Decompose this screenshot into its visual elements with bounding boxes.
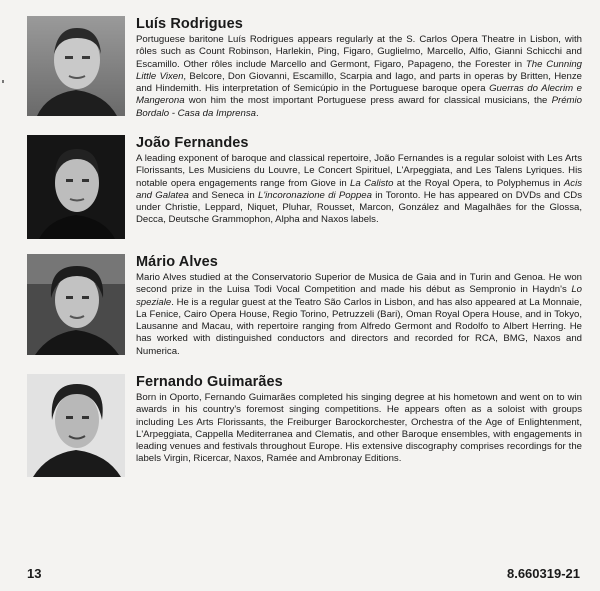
italic-title: Guerras do Alecrim e Mangerona [136,83,582,107]
portrait-photo-icon [27,254,125,355]
text-run: Born in Oporto, Fernando Guimarães completed his singing degree at his hometown and went on to win awards in his country's foremost singing competitions. He appears often as a soloist with groups including Les Arts Florissants, the Freiburger Barockorchester, Orchestra of the Age of Enlightenment, L'Arpeggiata, Cappella Mediterranea and Clematis, and other Baroque ensembles, with engagements in leading venues and festivals throughout Europe. His extensive discography comprises recordings for the labels Virgin, Ricercar, Naxos, Ramée and Ambronay Editions. [136,392,582,465]
text-run: and Seneca in [188,189,258,201]
bio-text [136,135,582,227]
bio-text [136,374,582,466]
portrait-photo-icon [27,16,125,116]
bio-text [136,254,582,358]
bio-paragraph [136,272,582,358]
italic-title: Acis and Galatea [136,177,583,201]
bio-paragraph [136,392,582,466]
text-run: Mario Alves studied at the Conservatorio Superior de Musica de Gaia and in Turin and Genoa. He won second prize in the Luisa Todi Vocal Competition and made his début as Sempronio in Haydn's [136,272,582,296]
text-run: Portuguese baritone Luís Rodrigues appears regularly at the S. Carlos Opera Theatre in Lisbon, with rôles such as Count Robinson, Harlekin, Ping, Figaro, Guglielmo, Marcello, Alfio, Gianni Schicchi and Escamillo. Other rôles include Marcello and Germont, Figaro, Papageno, the Forester in [136,34,582,70]
artist-name: Luís Rodrigues [136,16,243,32]
text-run: . He is a regular guest at the Teatro São Carlos in Lisbon, and has also appeared at La Monnaie, La Fenice, Cairo Opera House, Regio Torino, Petruzzeli (Bari), Oman Royal Opera House, and in Tokyo, Lausanne and Macau, with repertoire ranging from Alfredo Germont and Rodolfo to Albert Herring. He has worked with distinguished conductors and directors and recorded for RCA, BMG, Naxos and Numerica. [136,296,582,357]
portrait-photo-icon [27,374,125,477]
text-run: in Toronto. He has appeared on DVDs and CDs under Christie, Leppard, Niquet, Pluhar, Rousset, Marcon, González and Magalhães for the Glossa, Decca, Deutsche Grammophon, Alpha and Naxos labels. [136,189,582,226]
text-run: won him the most important Portuguese press award for classical musicians, the [184,95,552,107]
italic-title: Lo speziale [136,284,582,308]
bio-paragraph [136,153,582,227]
portrait-photo-icon [27,135,125,239]
italic-title: La Calisto [350,177,394,189]
italic-title: L'incoronazione di Poppea [257,189,372,201]
text-run: , Belcore, Don Giovanni, Escamillo, Scarpia and Iago, and parts in operas by Britten, Henze and Hindemith. His interpretation of Semicúpio in the Portuguese baroque opera [136,70,582,95]
text-run: at the Royal Opera, to Polyphemus in [393,177,564,189]
page-number: 13 [27,566,42,581]
catalogue-number: 8.660319-21 [506,566,580,581]
artist-name: Fernando Guimarães [136,374,283,390]
bio-paragraph [136,34,582,120]
text-run: . [255,107,259,119]
italic-title: Prémio Bordalo - Casa da Imprensa [136,95,582,119]
italic-title: The Cunning Little Vixen [136,58,583,82]
artist-name: Mário Alves [136,254,218,270]
text-run: A leading exponent of baroque and classical repertoire, João Fernandes is a regular soloist with Les Arts Florissants, Les Musiciens du Louvre, Le Concert Spirituel, L'Arpeggiata, and Les Talens Lyriques. His notable opera engagements range from Giove in [136,153,582,189]
bio-text [136,16,582,120]
artist-name: João Fernandes [136,135,249,151]
scan-mark [2,80,4,83]
